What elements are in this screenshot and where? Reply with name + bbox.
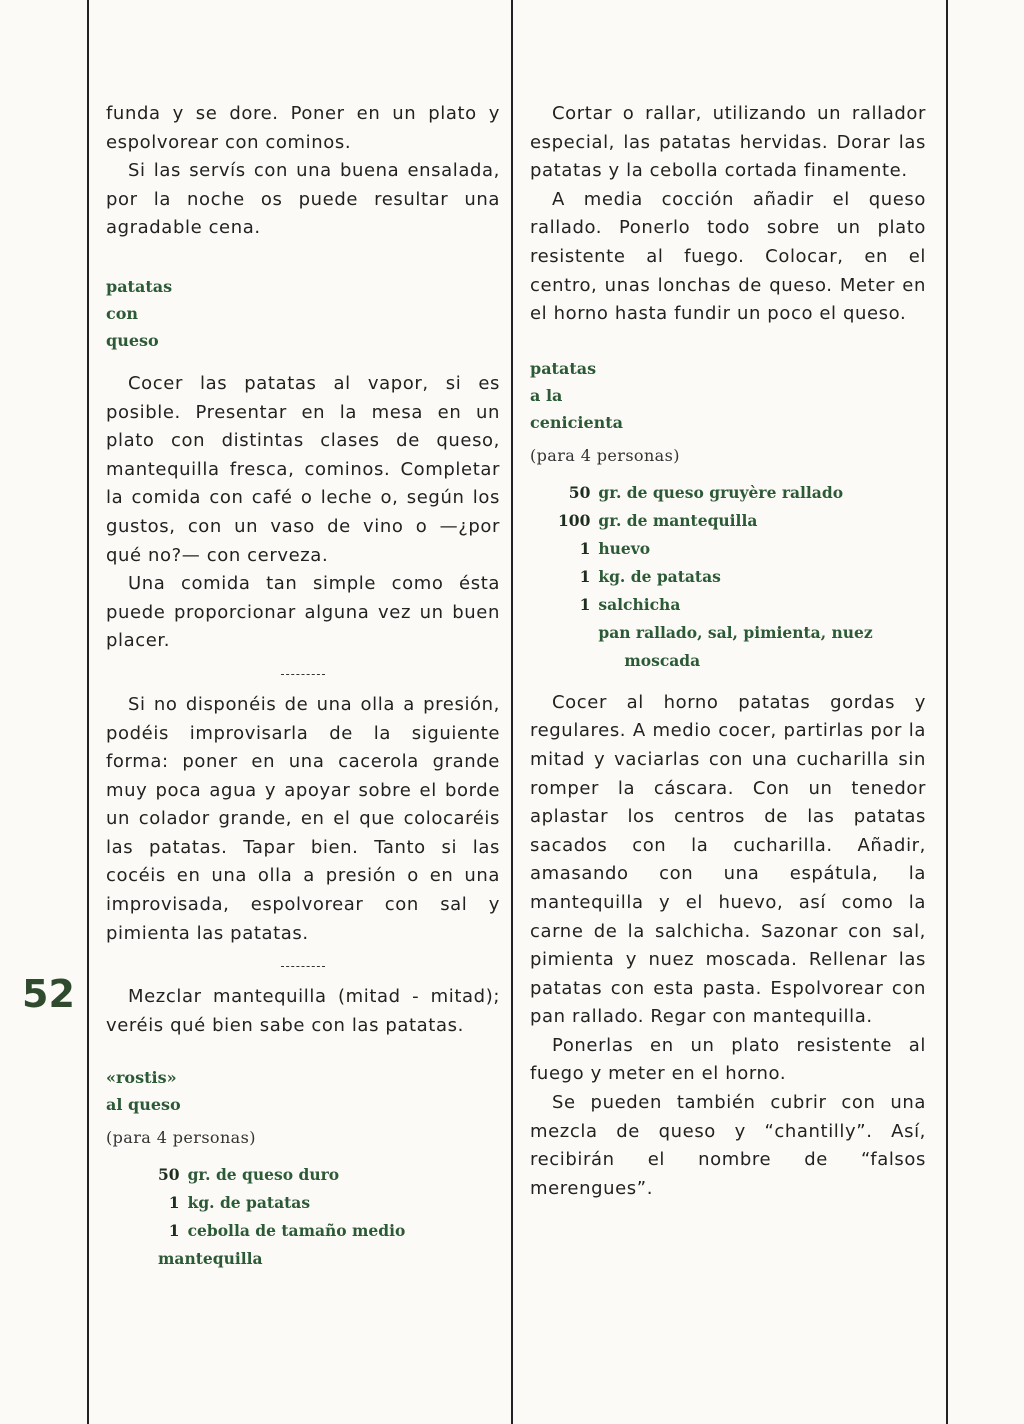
recipe-title-rostis [106,1064,500,1118]
servings-note: (para 4 personas) [106,1128,256,1148]
ingredient-row [558,619,873,675]
right-column [530,100,926,1203]
section-divider [281,966,325,967]
tip-paragraph: Mezclar mantequilla (mitad - mitad); veréis qué bien sabe con las patatas. [106,986,500,1036]
ingredient-qty: 1 [579,538,591,558]
title-line: con [106,303,139,323]
intro-paragraph: funda y se dore. Poner en un plato y espolvorear con cominos. [106,103,500,153]
ingredients-list [558,479,873,675]
title-line: patatas [530,358,597,378]
title-line: a la [530,385,563,405]
ingredient-text-continuation: moscada [624,650,701,670]
recipe-paragraph: Se pueden también cubrir con una mezcla de queso y “chantilly”. Así, recibirán el nombre de “falsos merengues”. [530,1092,926,1199]
center-column-rule [511,0,513,1424]
ingredient-row [158,1161,405,1189]
servings-note: (para 4 personas) [530,445,680,465]
recipe-paragraph: Una comida tan simple como ésta puede proporcionar alguna vez un buen placer. [106,573,500,652]
ingredient-row [158,1217,405,1245]
ingredient-qty: 50 [568,482,591,502]
ingredient-text: kg. de patatas [598,566,721,586]
title-line: queso [106,330,159,350]
title-line: cenicienta [530,412,624,432]
ingredient-qty: 1 [579,566,591,586]
left-column [106,100,500,1287]
ingredient-text-line: pan rallado, sal, pimienta, nuez [598,622,873,642]
ingredients-list [158,1161,405,1273]
continued-paragraph: A media cocción añadir el queso rallado. Ponerlo todo sobre un plato resistente al fuego. Colocar, en el centro, unas lonchas de queso. Meter en el horno hasta fundir un poco el queso. [530,188,926,325]
ingredient-row [558,535,873,563]
recipe-paragraph: Ponerlas en un plato resistente al fuego y meter en el horno. [530,1034,926,1085]
ingredient-row [558,507,873,535]
ingredient-text: mantequilla [158,1249,263,1269]
ingredient-row [558,563,873,591]
ingredient-row [558,479,873,507]
ingredient-row [158,1189,405,1217]
left-column-rule [87,0,89,1424]
ingredient-text: salchicha [598,594,681,614]
recipe-paragraph: Cocer al horno patatas gordas y regulares. A medio cocer, partirlas por la mitad y vaciarlas con una cucharilla sin romper la cáscara. Con un tenedor aplastar los centros de las patatas sacados con la cucharilla. Añadir, amasando con una espátula, la mantequilla y el huevo, así como la carne de la salchicha. Sazonar con sal, pimienta y nuez moscada. Rellenar las patatas con esta pasta. Espolvorear con pan rallado. Regar con mantequilla. [530,691,926,1028]
ingredient-qty: 1 [168,1193,180,1213]
ingredient-row [558,591,873,619]
recipe-title-cenicienta [530,355,926,436]
ingredient-qty [558,619,598,675]
ingredient-text: cebolla de tamaño medio [187,1221,406,1241]
ingredient-text: kg. de patatas [187,1193,311,1213]
title-line: al queso [106,1095,181,1115]
ingredient-text: gr. de mantequilla [598,510,758,530]
section-divider [281,674,325,675]
ingredient-qty: 50 [158,1165,180,1185]
ingredient-row [158,1245,405,1273]
page-number: 52 [22,972,75,1016]
recipe-paragraph: Cocer las patatas al vapor, si es posible. Presentar en la mesa en un plato con distintas clases de queso, mantequilla fresca, cominos. Completar la comida con café o leche o, según los gustos, con un vaso de vino o —¿por qué no?— con cerveza. [106,372,500,566]
ingredient-qty: 100 [558,510,591,530]
ingredient-text: huevo [598,538,651,558]
ingredient-qty: 1 [579,594,591,614]
ingredient-text: gr. de queso gruyère rallado [598,482,844,502]
ingredient-text: gr. de queso duro [187,1165,340,1185]
continued-paragraph: Cortar o rallar, utilizando un rallador especial, las patatas hervidas. Dorar las patatas y la cebolla cortada finamente. [530,103,926,182]
intro-paragraph: Si las servís con una buena ensalada, por la noche os puede resultar una agradable cena. [106,160,500,239]
tip-paragraph: Si no disponéis de una olla a presión, podéis improvisarla de la siguiente forma: poner en una cacerola grande muy poca agua y apoyar sobre el borde un colador grande, en el que colocaréis las patatas. Tapar bien. Tanto si las cocéis en una olla a presión o en una improvisada, espolvorear con sal y pimienta las patatas. [106,693,500,944]
ingredient-qty: 1 [168,1221,180,1241]
recipe-title-patatas-con-queso [106,273,500,354]
title-line: patatas [106,276,173,296]
right-column-rule [946,0,948,1424]
ingredient-text [598,619,872,675]
title-line: «rostis» [106,1068,177,1088]
